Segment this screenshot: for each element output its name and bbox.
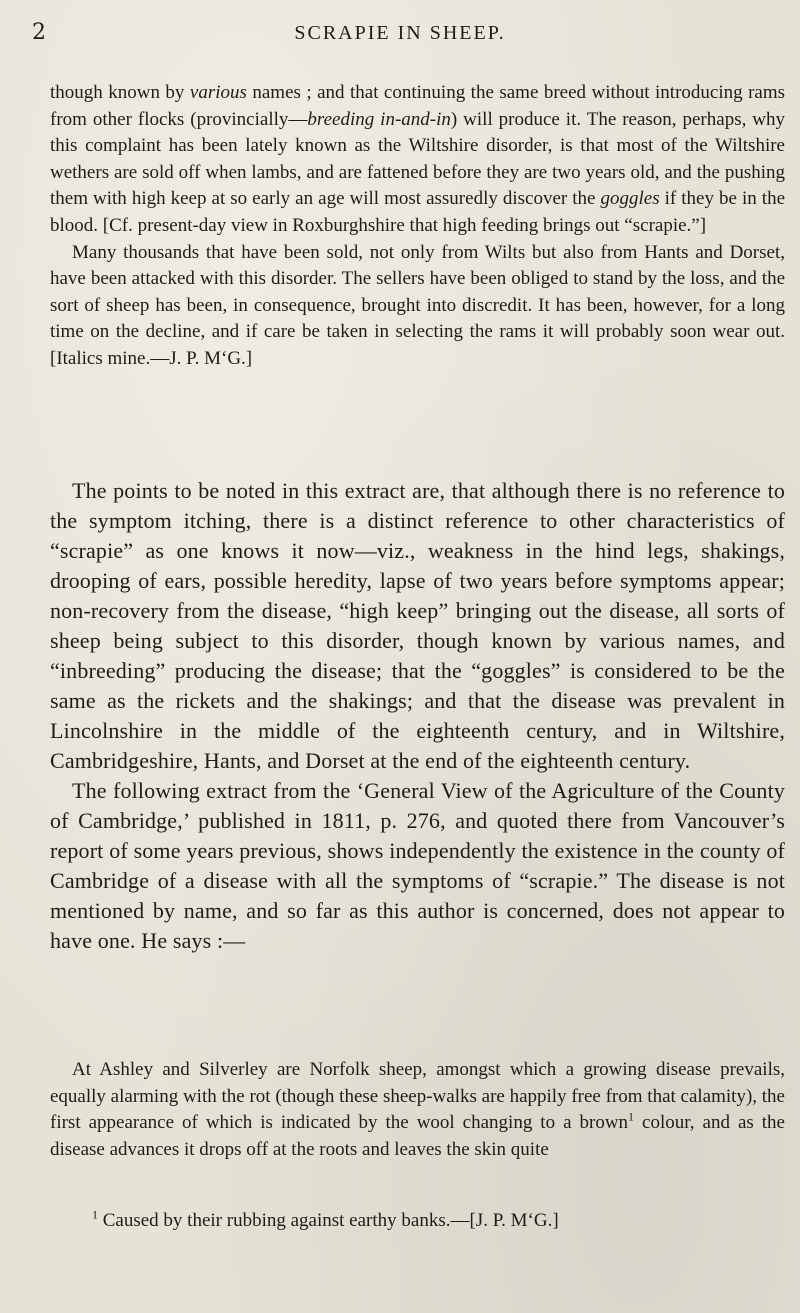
italic-text: various (189, 82, 247, 103)
running-title: SCRAPIE IN SHEEP. (294, 22, 506, 44)
footnote (92, 1208, 782, 1234)
text-run: At Ashley and Silverley are Norfolk sheep, amongst which a growing disease prevails, equally alarming with the rot (though these sheep-walks are happily free from that calamity), the first appearance of which is indicated by the wool changing to a brown (50, 1059, 785, 1134)
page-number: 2 (32, 20, 47, 45)
italic-text: goggles (600, 188, 660, 210)
quote-paragraph (50, 80, 785, 240)
footnote-marker: 1 (92, 1207, 98, 1222)
italic-text: breeding in-and-in (307, 108, 451, 130)
quoted-extract-bottom (50, 1057, 785, 1163)
text-run: colour, and as the disease advances it drops off at the roots and leaves the skin quite (50, 1112, 785, 1160)
text-run: names ; and that continuing the same breed without introducing rams from other flocks (provincially— (50, 82, 786, 130)
text-run: if they be in the blood. [Cf. present-day view in Roxburghshire that high feeding brings out “scrapie.”] (50, 188, 785, 236)
body-paragraph: The following extract from the ‘General View of the Agriculture of the County of Cambridge,’ published in 1811, p. 276, and quoted there from Vancouver’s report of some years previous, shows independently the existence in the county of Cambridge of a disease with all the symptoms of “scrapie.” The disease is not mentioned by name, and so far as this author is concerned, does not appear to have one. He says :— (50, 778, 785, 953)
body-text (50, 476, 785, 956)
quote-paragraph (50, 1057, 785, 1163)
quote-paragraph: Many thousands that have been sold, not only from Wilts but also from Hants and Dorset, have been attacked with this disorder. The sellers have been obliged to stand by the loss, and the sort of sheep has been, in consequence, brought into discredit. It has been, however, for a long time on the decline, and if care be taken in selecting the rams it will probably soon wear out. [Italics mine.—J. P. M‘G.] (50, 241, 785, 369)
quoted-extract-top (50, 80, 785, 373)
body-paragraph: The points to be noted in this extract are, that although there is no reference to the symptom itching, there is a distinct reference to other characteristics of “scrapie” as one knows it now—viz., weakness in the hind legs, shakings, drooping of ears, possible heredity, lapse of two years before symptoms appear; non-recovery from the disease, “high keep” bringing out the disease, all sorts of sheep being subject to this disorder, though known by various names, and “inbreeding” producing the disease; that the “goggles” is considered to be the same as the rickets and the shakings; and that the disease was prevalent in Lincolnshire in the middle of the eighteenth century, and in Wiltshire, Cambridgeshire, Hants, and Dorset at the end of the eighteenth century. (50, 478, 785, 773)
footnote-text: Caused by their rubbing against earthy banks.—[J. P. M‘G.] (98, 1210, 559, 1231)
text-run: ) will produce it. The reason, perhaps, why this complaint has been lately known as the Wiltshire disorder, is that most of the Wiltshire wethers are sold off when lambs, and are fattened before they are two years old, and the pushing them with high keep at so early an age will most assuredly discover the (50, 108, 786, 210)
footnote-reference: 1 (628, 1109, 635, 1124)
text-run: though known by (50, 82, 190, 103)
running-head (28, 20, 772, 50)
